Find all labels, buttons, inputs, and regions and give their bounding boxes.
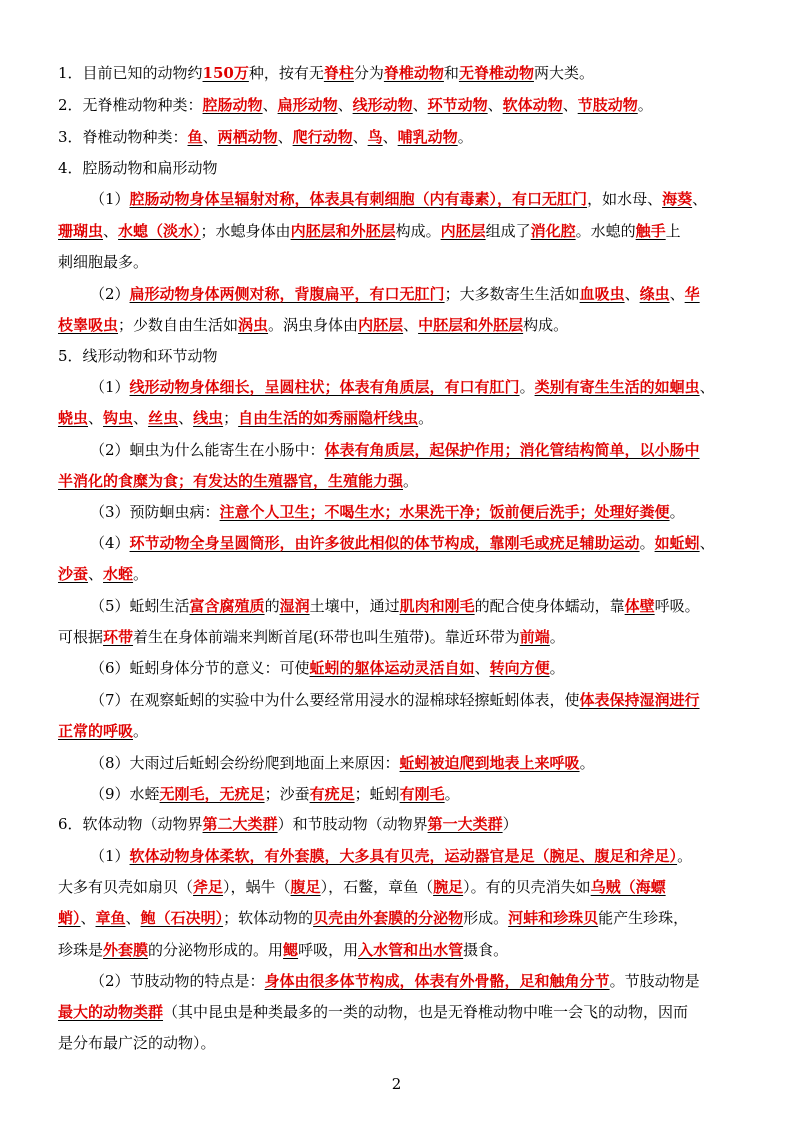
text-run: 、 <box>103 222 119 240</box>
text-run: ；软体动物的 <box>223 909 314 927</box>
emphasized-term: 第一大类群 <box>427 815 503 833</box>
text-line <box>90 752 748 774</box>
text-line <box>90 283 748 305</box>
emphasized-term: 节肢动物 <box>577 96 638 114</box>
text-run: 。 <box>549 628 565 646</box>
text-run: 。 <box>637 96 653 114</box>
emphasized-term: 章鱼 <box>95 909 126 927</box>
emphasized-term: 体表保持湿润进行 <box>579 691 700 709</box>
text-line <box>58 314 748 336</box>
emphasized-term: 自由生活的如秀丽隐杆线虫 <box>238 409 419 427</box>
text-run: 、 <box>262 96 278 114</box>
text-run: 、 <box>88 565 104 583</box>
text-line <box>58 407 748 429</box>
emphasized-term: 脊椎动物 <box>383 64 444 82</box>
text-run: ，如水母、 <box>587 190 663 208</box>
text-line <box>58 126 748 148</box>
text-line <box>90 439 748 461</box>
emphasized-term: 内胚层 <box>358 316 404 334</box>
text-run: 、 <box>487 96 503 114</box>
text-line <box>90 595 748 617</box>
text-line <box>90 970 748 992</box>
page-number: 2 <box>391 1075 402 1093</box>
text-run: 。涡虫身体由 <box>268 316 359 334</box>
emphasized-term: 沙蚕 <box>58 565 89 583</box>
emphasized-term: 脊柱 <box>323 64 354 82</box>
text-run: 种，按有无 <box>248 64 324 82</box>
text-run: 。 <box>418 409 434 427</box>
text-run: 、 <box>699 378 715 396</box>
text-line <box>58 813 748 835</box>
emphasized-term: 线形动物 <box>352 96 413 114</box>
text-run: （9）水蛭 <box>90 785 160 803</box>
text-line <box>90 501 748 523</box>
emphasized-term: 有疣足 <box>309 785 355 803</box>
text-run: 和 <box>443 64 459 82</box>
emphasized-term: 水螅（淡水） <box>118 222 201 240</box>
text-run: 呼吸。 <box>654 597 700 615</box>
emphasized-term: 腔肠动物 <box>202 96 263 114</box>
text-run: （2）蛔虫为什么能寄生在小肠中： <box>90 441 325 459</box>
emphasized-term: 软体动物 <box>502 96 563 114</box>
emphasized-term: 如蚯蚓 <box>654 534 700 552</box>
text-run: 上 <box>665 222 681 240</box>
text-run: 。 <box>639 534 655 552</box>
text-line <box>90 188 748 210</box>
text-run: 珍珠是 <box>58 941 104 959</box>
emphasized-term: 注意个人卫生；不喝生水；水果洗干净；饭前便后洗手；处理好粪便 <box>219 503 670 521</box>
emphasized-term: 类别有寄生生活的如蛔虫 <box>534 378 700 396</box>
text-run: 大多有贝壳如扇贝（ <box>58 878 194 896</box>
emphasized-term: 两栖动物 <box>217 128 278 146</box>
emphasized-term: 爬行动物 <box>292 128 353 146</box>
emphasized-term: 半消化的食糜为食；有发达的生殖器官，生殖能力强 <box>58 472 404 490</box>
text-run: （4） <box>90 534 130 552</box>
emphasized-term: 软体动物身体柔软，有外套膜，大多具有贝壳，运动器官是足（腕足、腹足和斧足） <box>129 847 678 865</box>
text-run: 、 <box>277 128 293 146</box>
text-run: 。 <box>519 378 535 396</box>
text-run: 能产生珍珠， <box>598 909 689 927</box>
text-run: 、 <box>337 96 353 114</box>
text-run: 。 <box>549 659 565 677</box>
emphasized-term: 河蚌和珍珠贝 <box>508 909 599 927</box>
text-run: 的 <box>264 597 280 615</box>
text-run: 摄食。 <box>463 941 509 959</box>
emphasized-term: 正常的呼吸 <box>58 722 134 740</box>
text-run: 着生在身体前端来判断首尾(环带也叫生殖带)。靠近环带为 <box>133 628 520 646</box>
emphasized-term: 鱼 <box>187 128 203 146</box>
text-run: 。 <box>579 754 595 772</box>
text-run: 、 <box>382 128 398 146</box>
text-line <box>58 94 748 116</box>
emphasized-term: 鲍（石决明） <box>140 909 224 927</box>
emphasized-term: 腔肠动物身体呈辐射对称，体表具有刺细胞（内有毒素），有口无肛门 <box>129 190 588 208</box>
text-run: （2）节肢动物的特点是： <box>90 972 265 990</box>
emphasized-term: 斧足 <box>193 878 224 896</box>
emphasized-term: 内胚层和外胚层 <box>290 222 396 240</box>
text-run: 可根据 <box>58 628 104 646</box>
emphasized-term: 钩虫 <box>103 409 134 427</box>
emphasized-term: 蚯蚓的躯体运动灵活自如 <box>309 659 475 677</box>
text-line <box>58 563 748 585</box>
text-line <box>58 1001 748 1023</box>
text-run: 的配合使身体蠕动，靠 <box>474 597 625 615</box>
emphasized-term: 蛸） <box>58 909 81 927</box>
text-run: 两大类。 <box>533 64 594 82</box>
text-run: 、 <box>624 285 640 303</box>
emphasized-term: 丝虫 <box>148 409 179 427</box>
emphasized-term: 第二大类群 <box>202 815 278 833</box>
emphasized-term: 最大的动物类群 <box>58 1003 164 1021</box>
text-run: 。 <box>677 847 693 865</box>
text-run: 、 <box>403 316 419 334</box>
text-run: 3．脊椎动物种类： <box>58 128 188 146</box>
text-line <box>58 720 748 742</box>
text-run: 。水螅的 <box>575 222 636 240</box>
text-line <box>58 62 748 84</box>
emphasized-term: 150万 <box>202 64 249 82</box>
emphasized-term: 腕足 <box>433 878 464 896</box>
emphasized-term: 枝睾吸虫 <box>58 316 119 334</box>
text-run: （5）蚯蚓生活 <box>90 597 190 615</box>
text-run: （7）在观察蚯蚓的实验中为什么要经常用浸水的湿棉球轻擦蚯蚓体表，使 <box>90 691 580 709</box>
text-run: （6）蚯蚓身体分节的意义：可使 <box>90 659 310 677</box>
text-run: 、 <box>412 96 428 114</box>
text-run: （1） <box>90 190 130 208</box>
text-line <box>90 532 748 554</box>
text-run: 、 <box>699 534 715 552</box>
emphasized-term: 水蛭 <box>103 565 134 583</box>
emphasized-term: 贝壳由外套膜的分泌物 <box>313 909 464 927</box>
emphasized-term: 鸟 <box>367 128 383 146</box>
emphasized-term: 身体由很多体节构成，体表有外骨骼，足和触角分节 <box>264 972 610 990</box>
text-run: 。 <box>403 472 419 490</box>
text-run: ；水螅身体由 <box>200 222 291 240</box>
text-line <box>58 939 748 961</box>
emphasized-term: 无刚毛，无疣足 <box>159 785 265 803</box>
emphasized-term: 蚯蚓被迫爬到地表上来呼吸 <box>399 754 580 772</box>
emphasized-term: 触手 <box>635 222 666 240</box>
emphasized-term: 外套膜 <box>103 941 149 959</box>
text-run: 、 <box>692 190 708 208</box>
emphasized-term: 蛲虫 <box>58 409 89 427</box>
text-run: 构成。 <box>395 222 441 240</box>
emphasized-term: 乌贼（海螵 <box>590 878 666 896</box>
text-line <box>90 657 748 679</box>
text-run: ），石鳖，章鱼（ <box>320 878 434 896</box>
text-run: 、 <box>669 285 685 303</box>
text-run: 、 <box>178 409 194 427</box>
emphasized-term: 肌肉和刚毛 <box>399 597 475 615</box>
text-run: ；大多数寄生生活如 <box>444 285 580 303</box>
emphasized-term: 富含腐殖质 <box>189 597 265 615</box>
text-line <box>58 626 748 648</box>
text-run: 形成。 <box>463 909 509 927</box>
emphasized-term: 鳃 <box>283 941 299 959</box>
emphasized-term: 线形动物身体细长，呈圆柱状；体表有角质层，有口有肛门 <box>129 378 520 396</box>
text-line <box>58 907 748 929</box>
text-run: 构成。 <box>523 316 569 334</box>
text-run: 、 <box>202 128 218 146</box>
text-run: ） <box>502 815 518 833</box>
text-run: ）。有的贝壳消失如 <box>463 878 591 896</box>
emphasized-term: 华 <box>684 285 700 303</box>
text-run: 呼吸，用 <box>298 941 359 959</box>
text-run: ），蜗牛（ <box>223 878 291 896</box>
text-line <box>58 157 748 179</box>
text-line <box>58 470 748 492</box>
text-run: ；蚯蚓 <box>354 785 400 803</box>
text-line <box>58 345 748 367</box>
text-run: 。 <box>133 722 149 740</box>
text-run: 、 <box>133 409 149 427</box>
text-run: 组成了 <box>485 222 531 240</box>
emphasized-term: 扁形动物身体两侧对称，背腹扁平，有口无肛门 <box>129 285 445 303</box>
text-run: 4．腔肠动物和扁形动物 <box>58 159 218 177</box>
text-run: 刺细胞最多。 <box>58 253 149 271</box>
emphasized-term: 有刚毛 <box>399 785 445 803</box>
text-run: 。 <box>133 565 149 583</box>
text-run: 、 <box>125 909 141 927</box>
text-run: 2．无脊椎动物种类： <box>58 96 203 114</box>
emphasized-term: 中胚层和外胚层 <box>418 316 524 334</box>
text-line <box>90 376 748 398</box>
emphasized-term: 转向方便 <box>489 659 550 677</box>
text-run: 土壤中，通过 <box>309 597 400 615</box>
text-line <box>90 689 748 711</box>
text-line <box>58 251 748 273</box>
text-run: 的分泌物形成的。用 <box>148 941 284 959</box>
text-line <box>90 845 748 867</box>
text-run: ；沙蚕 <box>264 785 310 803</box>
text-run: 6．软体动物（动物界 <box>58 815 203 833</box>
text-run: 。 <box>444 785 460 803</box>
emphasized-term: 内胚层 <box>440 222 486 240</box>
emphasized-term: 腹足 <box>290 878 321 896</box>
text-run: 。节肢动物是 <box>609 972 700 990</box>
text-run: （1） <box>90 378 130 396</box>
text-run: （1） <box>90 847 130 865</box>
emphasized-term: 环节动物 <box>427 96 488 114</box>
text-run: 、 <box>80 909 96 927</box>
text-line <box>58 876 748 898</box>
text-line <box>58 220 748 242</box>
text-run: ；少数自由生活如 <box>118 316 239 334</box>
text-run: （3）预防蛔虫病： <box>90 503 220 521</box>
emphasized-term: 线虫 <box>193 409 224 427</box>
text-run: 1．目前已知的动物约 <box>58 64 203 82</box>
text-run: 分为 <box>353 64 384 82</box>
emphasized-term: 珊瑚虫 <box>58 222 104 240</box>
emphasized-term: 前端 <box>519 628 550 646</box>
emphasized-term: 体表有角质层，起保护作用；消化管结构简单，以小肠中 <box>324 441 700 459</box>
text-run: ； <box>223 409 239 427</box>
emphasized-term: 入水管和出水管 <box>358 941 464 959</box>
emphasized-term: 扁形动物 <box>277 96 338 114</box>
text-run: 5．线形动物和环节动物 <box>58 347 218 365</box>
emphasized-term: 无脊椎动物 <box>458 64 534 82</box>
text-run: 、 <box>474 659 490 677</box>
text-run: （2） <box>90 285 130 303</box>
text-run: ）和节肢动物（动物界 <box>277 815 428 833</box>
text-run: 。 <box>457 128 473 146</box>
emphasized-term: 哺乳动物 <box>397 128 458 146</box>
text-run: 、 <box>562 96 578 114</box>
text-run: （其中昆虫是种类最多的一类的动物，也是无脊椎动物中唯一会飞的动物，因而 <box>163 1003 689 1021</box>
text-run: 、 <box>88 409 104 427</box>
text-run: 。 <box>669 503 685 521</box>
emphasized-term: 消化腔 <box>530 222 576 240</box>
emphasized-term: 涡虫 <box>238 316 269 334</box>
text-run: 、 <box>352 128 368 146</box>
emphasized-term: 环节动物全身呈圆筒形，由许多彼此相似的体节构成，靠刚毛或疣足辅助运动 <box>129 534 640 552</box>
emphasized-term: 体壁 <box>624 597 655 615</box>
emphasized-term: 血吸虫 <box>579 285 625 303</box>
text-run: 是分布最广泛的动物）。 <box>58 1034 216 1052</box>
emphasized-term: 湿润 <box>279 597 310 615</box>
emphasized-term: 环带 <box>103 628 134 646</box>
text-line <box>58 1032 748 1054</box>
text-line <box>90 783 748 805</box>
emphasized-term: 绦虫 <box>639 285 670 303</box>
emphasized-term: 海葵 <box>662 190 693 208</box>
text-run: （8）大雨过后蚯蚓会纷纷爬到地面上来原因： <box>90 754 400 772</box>
